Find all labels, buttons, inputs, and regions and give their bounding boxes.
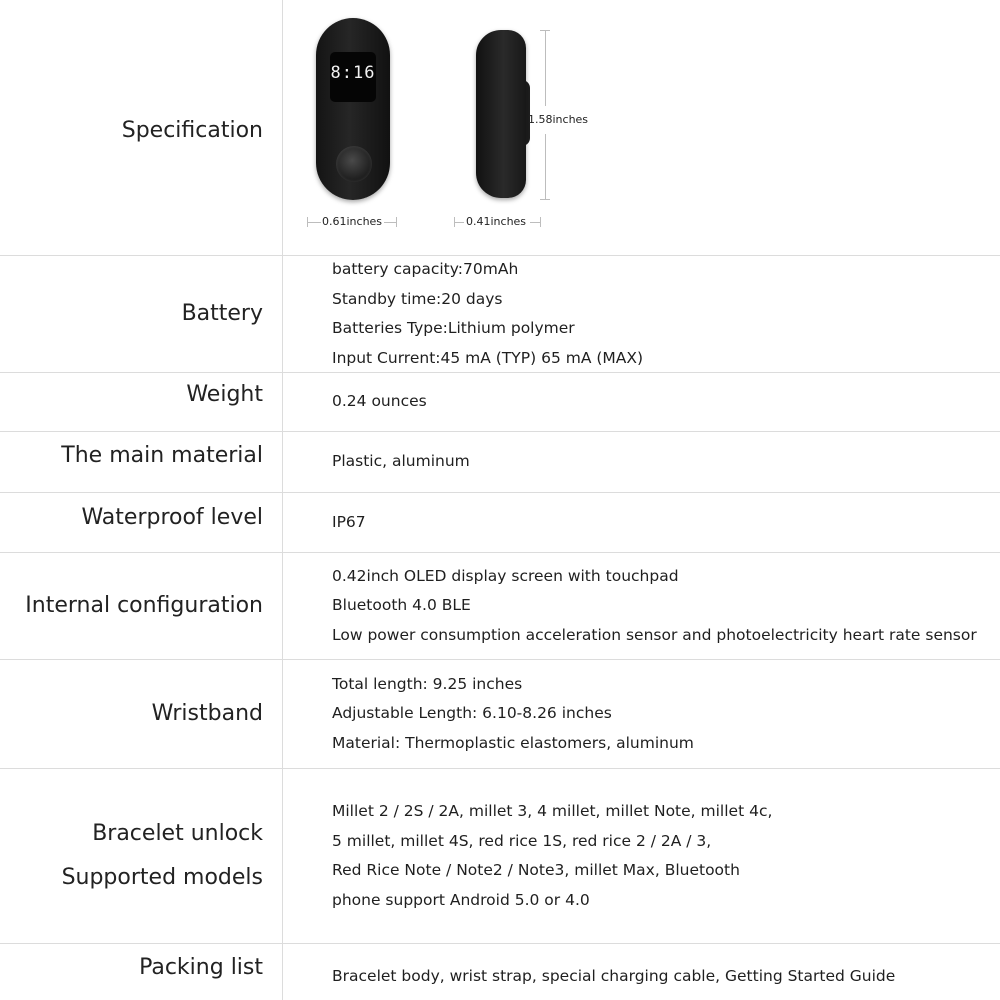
dimension-line (307, 222, 321, 223)
dimension-line (545, 134, 546, 200)
row-label (0, 944, 263, 1000)
row-battery (0, 256, 1000, 373)
content-line: Millet 2 / 2S / 2A, millet 3, 4 millet, millet Note, millet 4c, (332, 802, 773, 820)
height-dimension-label: 1.58inches (528, 113, 589, 126)
row-label (0, 0, 263, 255)
content-line: Batteries Type:Lithium polymer (332, 319, 575, 337)
dimension-tick (540, 199, 550, 200)
band-screen (330, 52, 376, 102)
row-label-line: Battery (181, 301, 263, 326)
row-label-line: Wristband (151, 701, 263, 726)
row-label-line: Waterproof level (81, 504, 263, 530)
row-weight (0, 373, 1000, 432)
row-label-line: Packing list (139, 955, 263, 980)
row-label (0, 432, 263, 492)
row-wristband (0, 660, 1000, 769)
row-internal-configuration (0, 553, 1000, 660)
row-label (0, 553, 263, 659)
content-line: 0.42inch OLED display screen with touchpad (332, 566, 679, 585)
row-label (0, 769, 263, 943)
row-label-line: Internal configuration (25, 593, 263, 618)
content-line: Input Current:45 mA (TYP) 65 mA (MAX) (332, 348, 644, 367)
content-line: phone support Android 5.0 or 4.0 (332, 890, 590, 909)
content-line: Bluetooth 4.0 BLE (332, 596, 471, 615)
content-line: Bracelet body, wrist strap, special charging cable, Getting Started Guide (332, 967, 896, 986)
content-line: 0.24 ounces (332, 392, 427, 411)
row-content (332, 256, 990, 372)
content-line: Standby time:20 days (332, 289, 503, 308)
row-content (332, 553, 990, 659)
dimension-tick (540, 217, 541, 227)
content-line: Low power consumption acceleration sensor and photoelectricity heart rate sensor (332, 625, 977, 644)
row-packing-list (0, 944, 1000, 1000)
content-line: Material: Thermoplastic elastomers, aluminum (332, 733, 694, 752)
row-label-line: Weight (186, 382, 263, 407)
content-line: Total length: 9.25 inches (332, 674, 523, 693)
row-specification (0, 0, 1000, 256)
row-content (332, 660, 990, 768)
row-label-line: Bracelet unlock (92, 821, 263, 846)
row-content (332, 769, 990, 943)
dimension-line (384, 222, 396, 223)
dimension-line (545, 30, 546, 106)
row-label (0, 256, 263, 372)
row-content (332, 432, 990, 492)
content-line: battery capacity:70mAh (332, 260, 519, 278)
content-line: Adjustable Length: 6.10-8.26 inches (332, 704, 612, 723)
row-content (332, 493, 990, 552)
dimension-tick (540, 30, 550, 31)
content-line: Plastic, aluminum (332, 452, 470, 471)
row-label (0, 373, 263, 431)
row-label-line: Specification (121, 117, 263, 143)
dimension-line (454, 222, 464, 223)
screen-time: 8:16 (330, 63, 376, 83)
row-label-line: Supported models (61, 865, 263, 890)
thickness-dimension-label: 0.41inches (466, 215, 527, 228)
row-content (332, 944, 990, 1000)
width-dimension-label: 0.61inches (322, 215, 383, 228)
content-line: IP67 (332, 512, 366, 531)
row-label (0, 660, 263, 768)
row-label-line: The main material (61, 443, 263, 468)
touch-button (336, 146, 372, 182)
row-waterproof (0, 493, 1000, 553)
dimension-tick (396, 217, 397, 227)
dimension-line (530, 222, 540, 223)
row-bracelet-unlock (0, 769, 1000, 944)
band-front-view (316, 18, 390, 200)
row-main-material (0, 432, 1000, 493)
content-line: Red Rice Note / Note2 / Note3, millet Max, Bluetooth (332, 861, 740, 879)
row-content (332, 373, 990, 431)
row-label (0, 493, 263, 552)
content-line: 5 millet, millet 4S, red rice 1S, red rice 2 / 2A / 3, (332, 831, 712, 850)
band-side-view (476, 30, 526, 198)
